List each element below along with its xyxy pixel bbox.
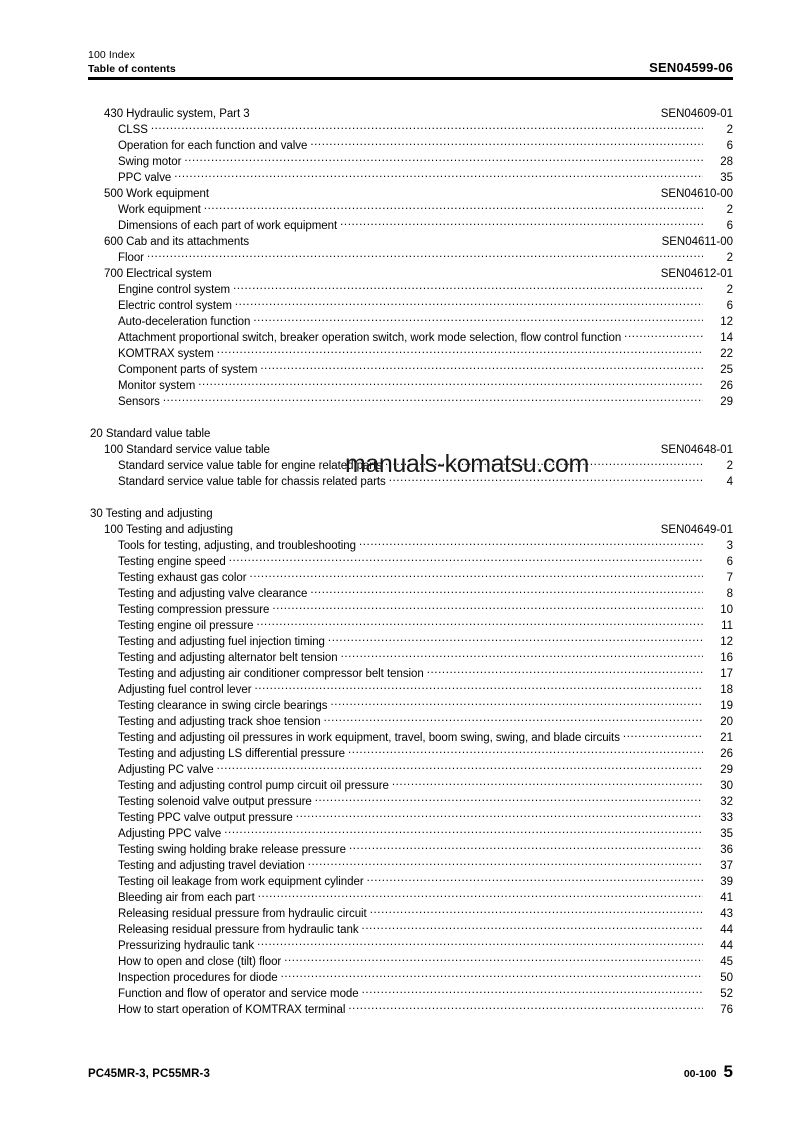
toc-entry-page-number: 6 <box>726 140 733 152</box>
toc-leader-dots <box>215 266 661 277</box>
toc-leader-dots <box>284 954 703 965</box>
toc-item[interactable] <box>88 602 733 618</box>
toc-leader-dots <box>310 138 703 149</box>
toc-leader-dots <box>315 794 703 805</box>
toc-entry-page-number: 28 <box>720 156 733 168</box>
toc-entry-page-number: 29 <box>720 764 733 776</box>
toc-entry-label: Floor <box>118 252 144 264</box>
toc-group-header[interactable] <box>88 266 733 282</box>
toc-item[interactable] <box>88 634 733 650</box>
toc-item[interactable] <box>88 890 733 906</box>
toc-item[interactable] <box>88 730 733 746</box>
toc-entry-label: Testing exhaust gas color <box>118 572 247 584</box>
header-rule <box>88 77 733 80</box>
toc-entry-page-number: 29 <box>720 396 733 408</box>
toc-leader-dots <box>253 106 661 117</box>
toc-entry-page-number: 16 <box>720 652 733 664</box>
toc-item[interactable] <box>88 778 733 794</box>
toc-item[interactable] <box>88 986 733 1002</box>
toc-item[interactable] <box>88 842 733 858</box>
toc-entry-label: KOMTRAX system <box>118 348 214 360</box>
toc-item[interactable] <box>88 922 733 938</box>
toc-entry-label: Operation for each function and valve <box>118 140 308 152</box>
toc-leader-dots <box>257 938 703 949</box>
toc-entry-label: 100 Testing and adjusting <box>104 524 233 536</box>
toc-item[interactable] <box>88 1002 733 1018</box>
toc-entry-label: How to open and close (tilt) floor <box>118 956 282 968</box>
toc-entry-page-number: 10 <box>720 604 733 616</box>
toc-entry-label: 20 Standard value table <box>90 428 211 440</box>
toc-leader-dots <box>348 746 703 757</box>
toc-entry-label: Testing oil leakage from work equipment cylinder <box>118 876 364 888</box>
toc-spacer <box>88 410 733 426</box>
toc-entry-label: Testing clearance in swing circle bearings <box>118 700 328 712</box>
toc-entry-page-number: 41 <box>720 892 733 904</box>
toc-leader-dots <box>258 890 703 901</box>
toc-leader-dots <box>370 906 703 917</box>
toc-item[interactable] <box>88 746 733 762</box>
toc-entry-page-number: 20 <box>720 716 733 728</box>
toc-entry-label: Testing and adjusting track shoe tension <box>118 716 321 728</box>
toc-item[interactable] <box>88 874 733 890</box>
toc-entry-label: Adjusting fuel control lever <box>118 684 252 696</box>
toc-entry-page-number: 26 <box>720 380 733 392</box>
toc-item[interactable] <box>88 282 733 298</box>
toc-item[interactable] <box>88 378 733 394</box>
toc-entry-page-number: 50 <box>720 972 733 984</box>
toc-leader-dots <box>250 570 703 581</box>
toc-entry-page-number: 17 <box>720 668 733 680</box>
footer-right <box>684 1062 733 1082</box>
toc-leader-dots <box>163 394 703 405</box>
toc-item[interactable] <box>88 650 733 666</box>
toc-entry-page-number: 7 <box>726 572 733 584</box>
toc-leader-dots <box>623 730 703 741</box>
toc-item[interactable] <box>88 698 733 714</box>
toc-leader-dots <box>213 426 733 437</box>
toc-entry-label: Standard service value table for engine related parts <box>118 460 382 472</box>
toc-entry-label: Monitor system <box>118 380 196 392</box>
toc-item[interactable] <box>88 554 733 570</box>
toc-entry-page-number: 35 <box>720 828 733 840</box>
toc-group-header[interactable] <box>88 522 733 538</box>
toc-entry-label: Testing and adjusting alternator belt tension <box>118 652 338 664</box>
toc-item[interactable] <box>88 218 733 234</box>
toc-item[interactable] <box>88 362 733 378</box>
toc-group-header[interactable] <box>88 186 733 202</box>
toc-section-header[interactable] <box>88 506 733 522</box>
toc-leader-dots <box>359 538 703 549</box>
toc-item[interactable] <box>88 938 733 954</box>
toc-entry-label: Testing compression pressure <box>118 604 270 616</box>
toc-entry-page-number: 52 <box>720 988 733 1000</box>
toc-entry-label: Bleeding air from each part <box>118 892 255 904</box>
toc-item[interactable] <box>88 314 733 330</box>
toc-entry-page-number: 11 <box>721 620 733 632</box>
toc-entry-page-number: 6 <box>726 556 733 568</box>
toc-entry-label: Attachment proportional switch, breaker operation switch, work mode selection, flow control function <box>118 332 622 344</box>
header-title-block <box>88 48 176 76</box>
toc-entry-label: Dimensions of each part of work equipment <box>118 220 338 232</box>
toc-entry-page-number: 44 <box>720 940 733 952</box>
toc-entry-page-number: 26 <box>720 748 733 760</box>
toc-leader-dots <box>427 666 703 677</box>
toc-entry-label: Adjusting PPC valve <box>118 828 222 840</box>
toc-leader-dots <box>151 122 703 133</box>
toc-entry-document-number: SEN04648-01 <box>660 444 733 456</box>
toc-entry-label: Releasing residual pressure from hydraulic circuit <box>118 908 367 920</box>
toc-item[interactable] <box>88 394 733 410</box>
toc-group-header[interactable] <box>88 106 733 122</box>
toc-entry-label: Testing and adjusting oil pressures in work equipment, travel, boom swing, swing, and blade circuits <box>118 732 620 744</box>
toc-entry-label: Standard service value table for chassis related parts <box>118 476 386 488</box>
toc-leader-dots <box>324 714 703 725</box>
toc-entry-label: How to start operation of KOMTRAX terminal <box>118 1004 346 1016</box>
toc-entry-page-number: 19 <box>720 700 733 712</box>
watermark: manuals-komatsu.com <box>345 450 589 478</box>
toc-entry-page-number: 2 <box>726 460 733 472</box>
toc-entry-page-number: 76 <box>720 1004 733 1016</box>
toc-leader-dots <box>362 922 703 933</box>
toc-item[interactable] <box>88 906 733 922</box>
toc-item[interactable] <box>88 826 733 842</box>
toc-item[interactable] <box>88 954 733 970</box>
toc-entry-label: Testing and adjusting travel deviation <box>118 860 305 872</box>
toc-leader-dots <box>330 698 703 709</box>
table-of-contents <box>88 106 733 1018</box>
toc-entry-label: CLSS <box>118 124 148 136</box>
toc-entry-label: Tools for testing, adjusting, and troubleshooting <box>118 540 356 552</box>
toc-leader-dots <box>392 778 703 789</box>
toc-entry-page-number: 18 <box>720 684 733 696</box>
toc-leader-dots <box>236 522 661 533</box>
toc-leader-dots <box>260 362 703 373</box>
toc-entry-page-number: 37 <box>720 860 733 872</box>
footer-page-number: 5 <box>723 1062 733 1081</box>
toc-entry-label: Testing and adjusting control pump circuit oil pressure <box>118 780 389 792</box>
toc-leader-dots <box>349 842 703 853</box>
toc-item[interactable] <box>88 810 733 826</box>
toc-spacer <box>88 490 733 506</box>
toc-entry-document-number: SEN04612-01 <box>660 268 733 280</box>
toc-entry-page-number: 43 <box>720 908 733 920</box>
toc-leader-dots <box>147 250 703 261</box>
toc-leader-dots <box>216 506 733 517</box>
toc-entry-document-number: SEN04649-01 <box>660 524 733 536</box>
toc-entry-page-number: 33 <box>720 812 733 824</box>
toc-leader-dots <box>252 234 662 245</box>
toc-item[interactable] <box>88 858 733 874</box>
toc-leader-dots <box>308 858 703 869</box>
toc-item[interactable] <box>88 570 733 586</box>
toc-leader-dots <box>341 650 703 661</box>
toc-item[interactable] <box>88 330 733 346</box>
toc-entry-page-number: 35 <box>720 172 733 184</box>
toc-entry-label: Inspection procedures for diode <box>118 972 278 984</box>
toc-entry-page-number: 4 <box>726 476 733 488</box>
toc-entry-document-number: SEN04609-01 <box>660 108 733 120</box>
toc-leader-dots <box>348 1002 703 1013</box>
toc-entry-label: Testing and adjusting valve clearance <box>118 588 308 600</box>
toc-entry-page-number: 3 <box>726 540 733 552</box>
toc-entry-page-number: 2 <box>726 252 733 264</box>
toc-entry-label: Testing PPC valve output pressure <box>118 812 293 824</box>
toc-entry-label: Testing and adjusting fuel injection timing <box>118 636 325 648</box>
toc-leader-dots <box>367 874 703 885</box>
toc-entry-page-number: 12 <box>720 636 733 648</box>
toc-item[interactable] <box>88 970 733 986</box>
toc-item[interactable] <box>88 538 733 554</box>
toc-entry-page-number: 21 <box>720 732 733 744</box>
header-chapter: 100 Index <box>88 49 136 61</box>
toc-entry-label: Testing solenoid valve output pressure <box>118 796 312 808</box>
toc-leader-dots <box>328 634 703 645</box>
toc-section-header[interactable] <box>88 426 733 442</box>
toc-leader-dots <box>204 202 703 213</box>
toc-leader-dots <box>235 298 703 309</box>
toc-entry-label: 430 Hydraulic system, Part 3 <box>104 108 250 120</box>
toc-item[interactable] <box>88 138 733 154</box>
toc-entry-page-number: 25 <box>720 364 733 376</box>
toc-entry-label: Sensors <box>118 396 160 408</box>
toc-item[interactable] <box>88 682 733 698</box>
toc-item[interactable] <box>88 666 733 682</box>
toc-entry-page-number: 12 <box>720 316 733 328</box>
toc-entry-document-number: SEN04610-00 <box>660 188 733 200</box>
toc-entry-label: PPC valve <box>118 172 172 184</box>
toc-entry-page-number: 22 <box>720 348 733 360</box>
toc-entry-page-number: 44 <box>720 924 733 936</box>
toc-entry-label: Function and flow of operator and service mode <box>118 988 359 1000</box>
toc-entry-label: Component parts of system <box>118 364 258 376</box>
toc-item[interactable] <box>88 170 733 186</box>
toc-entry-page-number: 39 <box>720 876 733 888</box>
toc-item[interactable] <box>88 794 733 810</box>
toc-leader-dots <box>229 554 703 565</box>
toc-entry-document-number: SEN04611-00 <box>661 236 733 248</box>
toc-entry-label: Swing motor <box>118 156 182 168</box>
toc-entry-label: 30 Testing and adjusting <box>90 508 213 520</box>
toc-leader-dots <box>212 186 661 197</box>
toc-entry-label: Testing and adjusting air conditioner compressor belt tension <box>118 668 424 680</box>
toc-entry-label: Testing engine speed <box>118 556 226 568</box>
toc-item[interactable] <box>88 298 733 314</box>
toc-leader-dots <box>624 330 703 341</box>
header-row <box>88 48 733 76</box>
toc-entry-label: Adjusting PC valve <box>118 764 214 776</box>
toc-entry-page-number: 14 <box>720 332 733 344</box>
toc-entry-page-number: 8 <box>726 588 733 600</box>
toc-leader-dots <box>198 378 703 389</box>
toc-entry-page-number: 2 <box>726 124 733 136</box>
toc-group-header[interactable] <box>88 234 733 250</box>
toc-leader-dots <box>184 154 703 165</box>
page-footer <box>88 1062 733 1082</box>
toc-leader-dots <box>217 346 703 357</box>
toc-entry-label: Testing and adjusting LS differential pressure <box>118 748 345 760</box>
toc-item[interactable] <box>88 122 733 138</box>
toc-entry-label: 100 Standard service value table <box>104 444 270 456</box>
toc-leader-dots <box>362 986 703 997</box>
toc-entry-page-number: 2 <box>726 204 733 216</box>
toc-item[interactable] <box>88 714 733 730</box>
toc-entry-page-number: 36 <box>720 844 733 856</box>
toc-item[interactable] <box>88 250 733 266</box>
toc-leader-dots <box>256 618 703 629</box>
toc-item[interactable] <box>88 762 733 778</box>
toc-entry-label: Releasing residual pressure from hydraulic tank <box>118 924 359 936</box>
toc-entry-label: Engine control system <box>118 284 231 296</box>
toc-leader-dots <box>281 970 703 981</box>
toc-item[interactable] <box>88 618 733 634</box>
header-document-number: SEN04599-06 <box>649 60 733 75</box>
toc-leader-dots <box>217 762 703 773</box>
toc-leader-dots <box>174 170 703 181</box>
toc-entry-label: Testing swing holding brake release pressure <box>118 844 346 856</box>
toc-leader-dots <box>224 826 703 837</box>
toc-leader-dots <box>254 682 703 693</box>
toc-item[interactable] <box>88 202 733 218</box>
toc-leader-dots <box>272 602 703 613</box>
toc-entry-label: 500 Work equipment <box>104 188 210 200</box>
toc-entry-page-number: 2 <box>726 284 733 296</box>
header-subtitle: Table of contents <box>88 63 176 75</box>
toc-item[interactable] <box>88 154 733 170</box>
toc-entry-page-number: 6 <box>726 300 733 312</box>
footer-model: PC45MR-3, PC55MR-3 <box>88 1068 210 1080</box>
toc-entry-page-number: 45 <box>720 956 733 968</box>
footer-section-code: 00-100 <box>683 1068 717 1080</box>
toc-entry-label: Pressurizing hydraulic tank <box>118 940 255 952</box>
toc-entry-label: Electric control system <box>118 300 232 312</box>
page-header <box>88 48 733 80</box>
toc-entry-label: 600 Cab and its attachments <box>104 236 250 248</box>
toc-entry-label: Auto-deceleration function <box>118 316 251 328</box>
toc-entry-page-number: 32 <box>720 796 733 808</box>
toc-leader-dots <box>233 282 703 293</box>
toc-item[interactable] <box>88 346 733 362</box>
toc-entry-label: Work equipment <box>118 204 201 216</box>
toc-entry-page-number: 6 <box>726 220 733 232</box>
toc-leader-dots <box>310 586 703 597</box>
toc-item[interactable] <box>88 586 733 602</box>
toc-entry-label: 700 Electrical system <box>104 268 212 280</box>
toc-leader-dots <box>296 810 703 821</box>
toc-entry-label: Testing engine oil pressure <box>118 620 254 632</box>
toc-leader-dots <box>253 314 703 325</box>
toc-leader-dots <box>340 218 703 229</box>
toc-entry-page-number: 30 <box>720 780 733 792</box>
